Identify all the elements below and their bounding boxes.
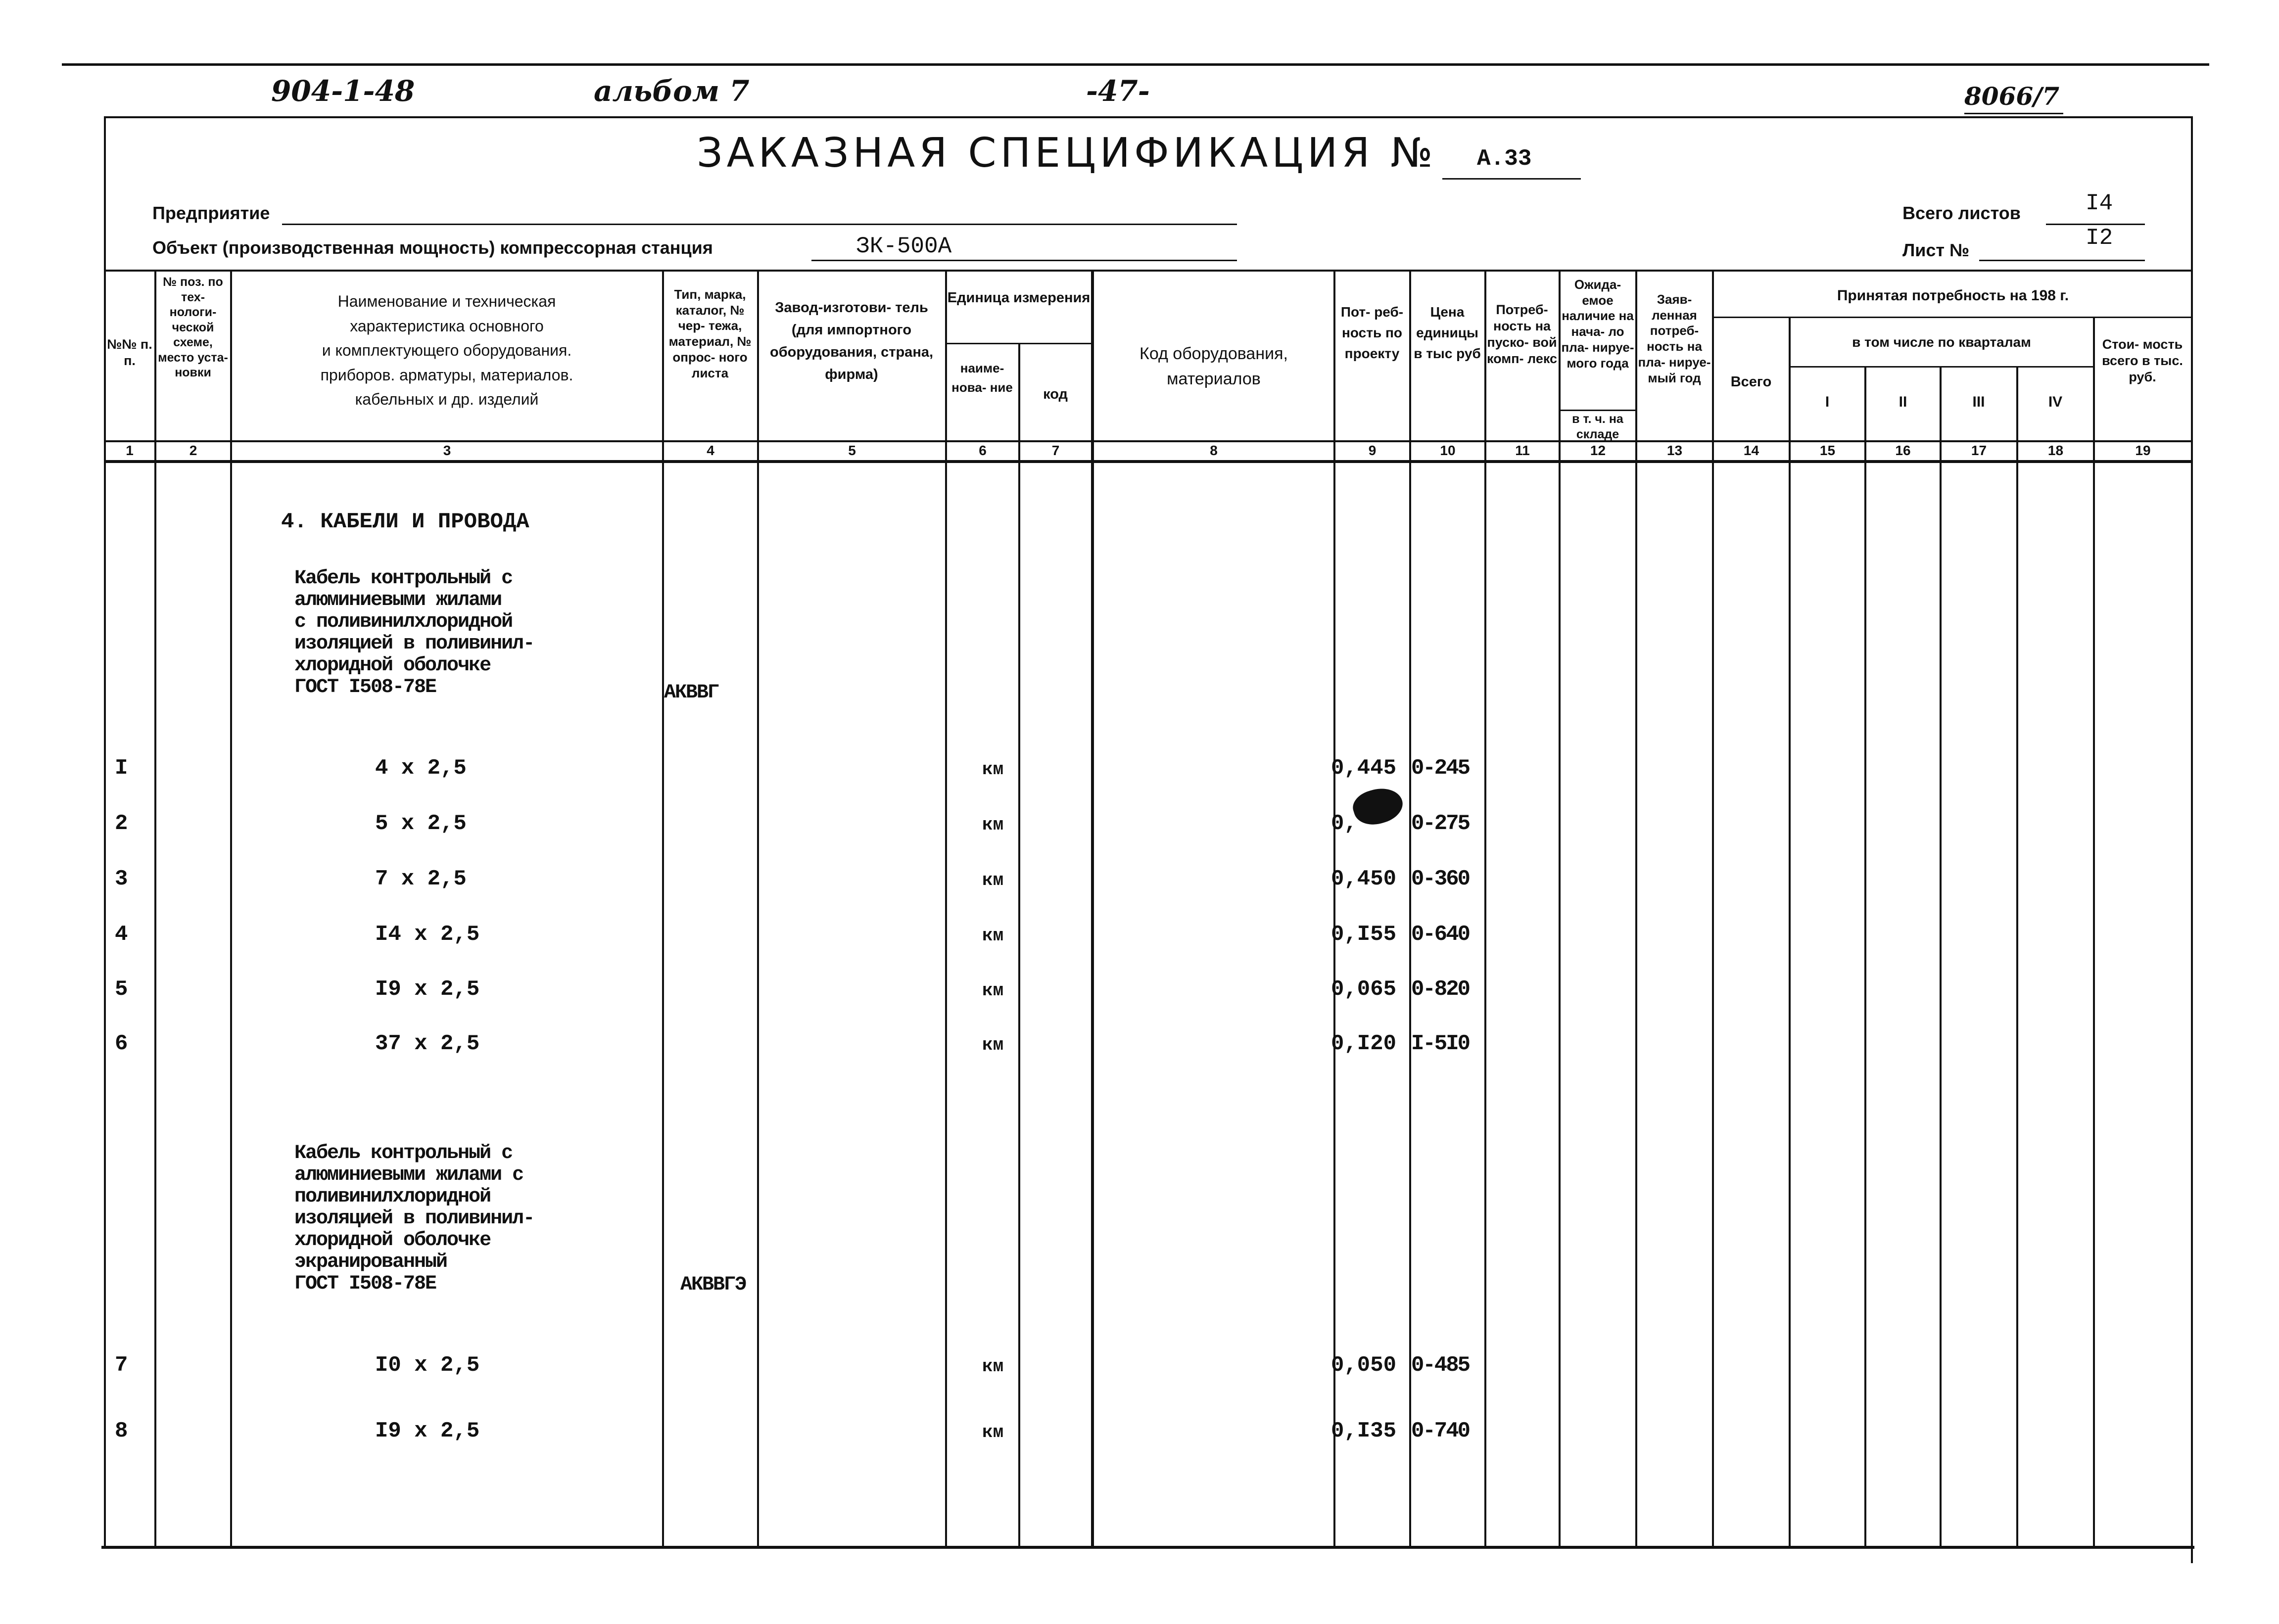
col-divider-1 — [154, 270, 156, 1548]
item-quantity: 0,050 — [1331, 1353, 1397, 1378]
col-divider-16 — [1940, 366, 1942, 1548]
row-number: 6 — [115, 1031, 128, 1056]
item-unit: км — [982, 980, 1004, 1001]
accepted-group-rule — [1713, 317, 2192, 318]
sheet-label: Лист № — [1902, 240, 1970, 260]
col-divider-7 — [1091, 270, 1094, 1548]
row-number: 4 — [115, 922, 128, 947]
col-number-18: 18 — [2047, 443, 2064, 458]
item-quantity: 0,445 — [1331, 756, 1397, 781]
object-value: ЗК-500А — [856, 233, 952, 259]
item-unit: км — [982, 926, 1004, 946]
col-divider-14 — [1789, 317, 1791, 1548]
document-title: ЗАКАЗНАЯ СПЕЦИФИКАЦИЯ № — [697, 130, 1437, 177]
item-unit: км — [982, 1422, 1004, 1442]
frame-bottom — [101, 1546, 2194, 1549]
item-quantity: 0,450 — [1331, 867, 1397, 891]
col-number-14: 14 — [1743, 443, 1759, 458]
item-name: 7 х 2,5 — [375, 867, 467, 891]
col-divider-4 — [757, 270, 759, 1548]
header-unit-group: Единица измерения — [947, 290, 1091, 306]
header-type: Тип, марка, каталог, № чер- тежа, материал, № опрос- ного листа — [668, 287, 752, 380]
header-total: Всего — [1730, 374, 1772, 390]
col-number-19: 19 — [2135, 443, 2151, 458]
row-number: 8 — [115, 1419, 128, 1443]
header-name-line-4: приборов. арматуры, материалов. — [320, 366, 573, 384]
spec-number-underline — [1442, 178, 1581, 180]
document-code: 8066/7 — [1964, 82, 2060, 111]
col-number-12: 12 — [1590, 443, 1606, 458]
object-label: Объект (производственная мощность) компрессорная станция — [152, 237, 713, 258]
item-name: I4 х 2,5 — [375, 922, 480, 947]
row-number: 7 — [115, 1353, 128, 1378]
item-unit: км — [982, 815, 1004, 835]
item-price: 0-275 — [1411, 811, 1470, 836]
item-unit: км — [982, 1035, 1004, 1055]
item-name: 4 х 2,5 — [375, 756, 467, 781]
col-number-10: 10 — [1440, 443, 1456, 458]
col-divider-17 — [2016, 366, 2018, 1548]
item-price: 0-740 — [1411, 1419, 1470, 1443]
col-number-5: 5 — [848, 443, 856, 458]
item-quantity: 0,I35 — [1331, 1419, 1397, 1443]
col-divider-3 — [662, 270, 664, 1548]
col-number-2: 2 — [189, 443, 197, 458]
header-position: № поз. по тех- нологи- ческой схеме, место уста- новки — [158, 275, 228, 379]
col-number-15: 15 — [1819, 443, 1836, 458]
header-q4: IV — [2048, 394, 2063, 410]
col-number-13: 13 — [1666, 443, 1683, 458]
enterprise-label: Предприятие — [152, 203, 270, 223]
item-name: I9 х 2,5 — [375, 977, 480, 1002]
item-name: I0 х 2,5 — [375, 1353, 480, 1378]
row-number: 2 — [115, 811, 128, 836]
col-number-3: 3 — [443, 443, 451, 458]
header-manufacturer: Завод-изготови- тель (для импортного оборудования, страна, фирма) — [769, 300, 934, 382]
table-top-rule — [105, 270, 2192, 272]
item-price: 0-640 — [1411, 922, 1470, 947]
item-quantity: 0,I55 — [1331, 922, 1397, 947]
frame-left — [104, 116, 106, 1548]
section-title: 4. КАБЕЛИ И ПРОВОДА — [281, 510, 529, 534]
header-name-line-5: кабельных и др. изделий — [355, 390, 539, 409]
header-declared: Заяв- ленная потреб- ность на пла- нируе- мый год — [1638, 292, 1711, 385]
col-divider-18 — [2093, 317, 2095, 1548]
header-q2: II — [1899, 394, 1907, 410]
header-unit-code: код — [1043, 386, 1068, 402]
col-divider-13 — [1712, 270, 1714, 1548]
project-code: 904-1-48 — [271, 74, 415, 108]
header-requirement: Пот- реб- ность по проекту — [1340, 304, 1404, 361]
col-divider-12 — [1635, 270, 1637, 1548]
header-row-number: №№ п. п. — [107, 337, 152, 368]
item-price: 0-820 — [1411, 977, 1470, 1002]
col-number-17: 17 — [1971, 443, 1987, 458]
group-1-type: АКВВГ — [664, 682, 719, 704]
item-name: 5 х 2,5 — [375, 811, 467, 836]
top-rule — [62, 63, 2209, 66]
col-divider-11 — [1559, 270, 1561, 1548]
frame-top — [105, 116, 2192, 118]
item-unit: км — [982, 870, 1004, 890]
sheet-value: I2 — [2086, 225, 2113, 251]
col-divider-10 — [1484, 270, 1486, 1548]
header-bottom-rule — [105, 440, 2192, 442]
row-number: I — [115, 756, 128, 781]
col-number-9: 9 — [1368, 443, 1377, 458]
specification-number: А.33 — [1477, 146, 1532, 172]
col-number-8: 8 — [1210, 443, 1218, 458]
header-cost: Стои- мость всего в тыс. руб. — [2102, 337, 2183, 384]
col-divider-15 — [1864, 366, 1866, 1548]
col-divider-2 — [230, 270, 232, 1548]
header-q3: III — [1972, 394, 1985, 410]
col-number-6: 6 — [979, 443, 987, 458]
col-number-11: 11 — [1515, 443, 1530, 458]
col-number-4: 4 — [707, 443, 714, 458]
col-number-1: 1 — [126, 443, 134, 458]
enterprise-line — [282, 224, 1237, 225]
row-number: 3 — [115, 867, 128, 891]
code-underline — [1964, 113, 2063, 114]
item-unit: км — [982, 759, 1004, 780]
col-number-16: 16 — [1895, 443, 1911, 458]
total-sheets-label: Всего листов — [1902, 203, 2021, 223]
total-sheets-value: I4 — [2086, 190, 2113, 216]
frame-right — [2191, 116, 2193, 1563]
header-stock: в т. ч. на складе — [1572, 412, 1623, 441]
header-quarters: в том числе по кварталам — [1852, 334, 2031, 350]
album-label: альбом 7 — [594, 74, 750, 108]
stock-rule — [1560, 410, 1635, 411]
group-1-description: Кабель контрольный с алюминиевыми жилами с поливинилхлоридной изоляцией в поливинил- хлоридной оболочке ГОСТ I508-78Е — [294, 567, 534, 698]
page-number: -47- — [1086, 74, 1150, 108]
header-price: Цена единицы в тыс руб — [1414, 304, 1481, 361]
col-number-7: 7 — [1051, 443, 1060, 458]
item-price: 0-360 — [1411, 867, 1470, 891]
item-name: 37 х 2,5 — [375, 1031, 480, 1056]
header-name-line-2: характеристика основного — [350, 317, 544, 335]
item-name: I9 х 2,5 — [375, 1419, 480, 1443]
item-quantity: 0, — [1331, 811, 1357, 836]
col-divider-6 — [1018, 343, 1020, 1548]
group-2-type: АКВВГЭ — [680, 1274, 746, 1296]
ink-blot — [1349, 782, 1407, 830]
header-equipment-code: Код оборудования, материалов — [1140, 344, 1288, 388]
row-number: 5 — [115, 977, 128, 1002]
group-2-description: Кабель контрольный с алюминиевыми жилами с поливинилхлоридной изоляцией в поливинил- хлоридной оболочке экранированный ГОСТ I508-78Е — [294, 1142, 534, 1295]
header-accepted: Принятая потребность на 198 г. — [1837, 287, 2069, 304]
item-unit: км — [982, 1356, 1004, 1377]
header-expected: Ожида- емое наличие на нача- ло пла- нируе- мого года — [1561, 277, 1634, 371]
item-price: 0-245 — [1411, 756, 1470, 781]
col-divider-5 — [945, 270, 947, 1548]
header-unit-name: наиме- нова- ние — [951, 361, 1013, 395]
header-q1: I — [1825, 394, 1830, 410]
item-price: 0-485 — [1411, 1353, 1470, 1378]
header-name — [233, 289, 661, 412]
item-price: I-5I0 — [1411, 1031, 1470, 1056]
header-startup: Потреб- ность на пуско- вой комп- лекс — [1486, 302, 1558, 366]
header-name-line-3: и комплектующего оборудования. — [322, 341, 572, 360]
header-name-line-1: Наименование и техническая — [337, 292, 556, 310]
object-line — [811, 260, 1237, 261]
item-quantity: 0,I20 — [1331, 1031, 1397, 1056]
item-quantity: 0,065 — [1331, 977, 1397, 1002]
sheet-line — [1979, 260, 2145, 261]
